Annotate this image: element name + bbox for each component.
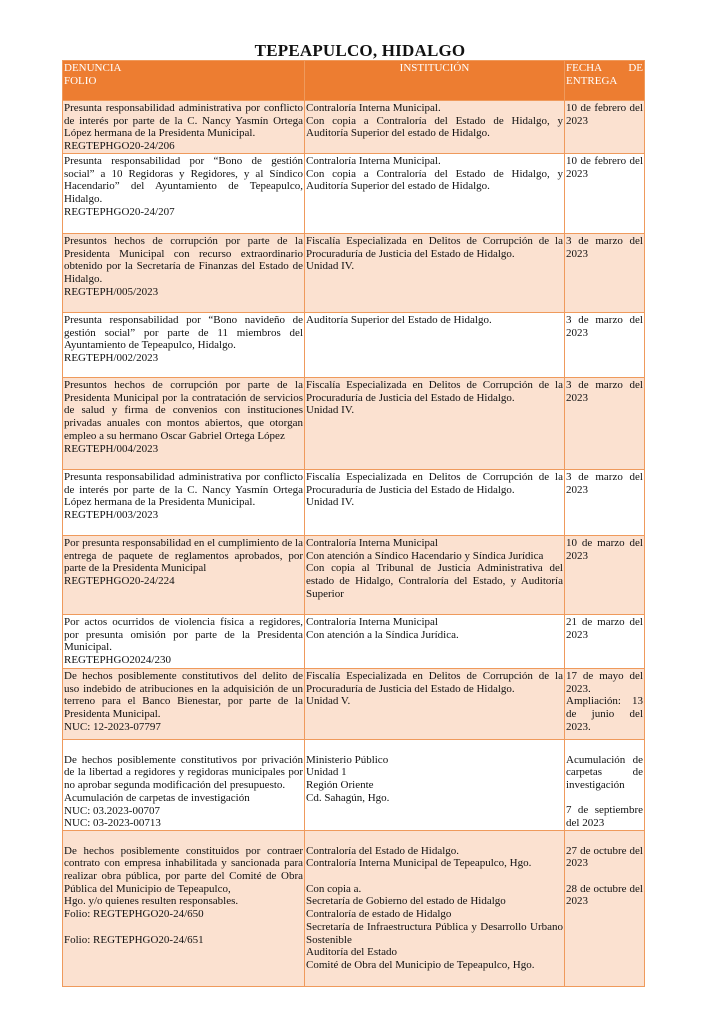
table-header-row [63,61,645,101]
denuncia-line: REGTEPH/005/2023 [64,285,159,298]
institucion-line: Con copia a Contraloría del Estado de Hidalgo, y Auditoría Superior del estado de Hidalgo. [306,114,563,140]
denuncia-line: De hechos posiblemente constituidos por contraer contrato con empresa inhabilitada y sancionada para realizar obra pública, por parte del Comité de Obra Pública del Municipio de Tepeapulco, [64,844,303,895]
table-row [63,470,645,536]
institucion-line: Contraloría Interna Municipal de Tepeapulco, Hgo. [306,857,532,870]
institucion-line: Unidad IV. [306,496,355,509]
denuncia-cell [63,740,305,831]
denuncia-line: Por actos ocurridos de violencia física a regidores, por presunta omisión por parte de la Presidenta Municipal. [64,616,303,654]
fecha-line: 27 de octubre del 2023 [566,844,643,870]
fecha-line: Acumulación de carpetas de investigación [566,753,643,792]
institucion-line [306,870,563,883]
denuncia-line: Hgo. y/o quienes resulten responsables. [64,895,239,908]
institucion-cell [305,669,565,740]
table-row [63,378,645,470]
institucion-cell [305,101,565,154]
institucion-line [306,741,563,754]
table-row [63,669,645,740]
fecha-line: 17 de mayo del 2023. [566,670,643,695]
denuncia-cell [63,313,305,378]
denuncia-line: Folio: REGTEPHGO20-24/651 [64,933,204,946]
page-title: TEPEAPULCO, HIDALGO [254,41,466,60]
fecha-cell [565,830,645,986]
denuncia-cell [63,830,305,986]
institucion-line: Contraloría Interna Municipal. [306,155,441,167]
institucion-line: Con atención a Síndico Hacendario y Síndica Jurídica [306,549,544,562]
fecha-line: 10 de febrero del 2023 [566,155,643,180]
denuncia-line: Por presunta responsabilidad en el cumplimiento de la entrega de paquete de reglamentos aprobados, por parte de la Presidenta Municipal [64,537,303,575]
institucion-line: Unidad V. [306,695,351,708]
institucion-line: Fiscalía Especializada en Delitos de Corrupción de la Procuraduría de Justicia del Estado de Hidalgo. [306,670,563,695]
institucion-cell [305,378,565,470]
denuncia-cell [63,234,305,313]
institucion-cell [305,154,565,234]
denuncia-cell [63,378,305,470]
fecha-line: 10 de marzo del 2023 [566,537,643,562]
institucion-cell [305,234,565,313]
table-row [63,313,645,378]
fecha-line: 7 de septiembre del 2023 [566,804,643,830]
denuncia-line: Presuntos hechos de corrupción por parte de la Presidenta Municipal con recurso extraordinario obtenido por la Secretaría de Finanzas del Estado de Hidalgo. [64,235,303,286]
institucion-line: Unidad 1 [306,766,347,779]
header-institucion: INSTITUCIÓN [305,61,565,101]
table-row [63,615,645,669]
institucion-line: Secretaría de Gobierno del estado de Hidalgo [306,895,506,908]
denuncia-line: Presunta responsabilidad administrativa por conflicto de interés por parte de la C. Nancy Yasmín Ortega López hermana de la Presidenta Municipal. [64,471,303,509]
denuncia-line: Acumulación de carpetas de investigación [64,791,250,804]
institucion-line: Ministerio Público [306,753,389,766]
institucion-line: Fiscalía Especializada en Delitos de Corrupción de la Procuraduría de Justicia del Estado de Hidalgo. [306,235,563,260]
denuncia-line: REGTEPH/003/2023 [64,509,159,522]
fecha-cell [565,615,645,669]
fecha-line [566,832,643,845]
header-folio-label: FOLIO [64,74,97,87]
denuncias-table [62,60,645,987]
denuncia-line: REGTEPHGO2024/230 [64,654,171,667]
denuncia-line: REGTEPHGO20-24/206 [64,140,175,153]
institucion-line: Cd. Sahagún, Hgo. [306,791,390,804]
denuncia-line: Folio: REGTEPHGO20-24/650 [64,908,204,921]
fecha-line: 3 de marzo del 2023 [566,471,643,496]
denuncia-line: REGTEPHGO20-24/224 [64,575,175,588]
denuncia-line: Presuntos hechos de corrupción por parte de la Presidenta Municipal por la contratación de servicios de salud y firma de convenios con instituciones privadas anuales con montos abiertos, que otorgan empleo a su hermano Oscar Gabriel Ortega López [64,379,303,442]
institucion-cell [305,536,565,615]
fecha-line: 28 de octubre del 2023 [566,882,643,908]
institucion-cell [305,740,565,831]
institucion-line: Contraloría Interna Municipal [306,616,438,628]
header-fecha-entrega [565,61,645,101]
denuncia-line: Presunta responsabilidad por “Bono navideño de gestión social” por parte de 11 miembros del Ayuntamiento de Tepeapulco, Hidalgo. [64,314,303,352]
institucion-line: Fiscalía Especializada en Delitos de Corrupción de la Procuraduría de Justicia del Estado de Hidalgo. [306,379,563,404]
institucion-cell [305,313,565,378]
denuncia-cell [63,536,305,615]
institucion-line: Secretaría de Infraestructura Pública y Desarrollo Urbano Sostenible [306,920,563,946]
denuncia-cell [63,101,305,154]
institucion-line: Unidad IV. [306,260,355,273]
fecha-line: 3 de marzo del 2023 [566,314,643,339]
denuncia-line: De hechos posiblemente constitutivos del delito de uso indebido de atribuciones en la adquisición de un terreno para el Banco Bienestar, por parte de la Presidenta Municipal. [64,670,303,721]
denuncia-line [64,921,303,934]
institucion-line: Contraloría Interna Municipal. [306,102,441,114]
fecha-line: 3 de marzo del 2023 [566,379,643,404]
denuncia-line: REGTEPH/002/2023 [64,352,159,365]
header-entrega-label: ENTREGA [566,74,618,87]
fecha-cell [565,470,645,536]
table-row [63,234,645,313]
denuncia-line: NUC: 03.2023-00707 [64,804,160,817]
fecha-cell [565,669,645,740]
header-de-label: DE [628,62,643,74]
header-fecha-label: FECHA [566,62,603,74]
fecha-cell [565,101,645,154]
fecha-cell [565,154,645,234]
fecha-line: 21 de marzo del 2023 [566,616,643,641]
denuncia-line: REGTEPHGO20-24/207 [64,205,175,218]
institucion-line: Región Oriente [306,779,374,792]
institucion-line: Contraloría de estado de Hidalgo [306,908,452,921]
denuncia-cell [63,615,305,669]
table-row [63,830,645,986]
fecha-cell [565,740,645,831]
institucion-line: Contraloría del Estado de Hidalgo. [306,844,460,857]
header-denuncia-label: DENUNCIA [64,62,122,74]
institucion-line: Comité de Obra del Municipio de Tepeapulco, Hgo. [306,958,535,971]
institucion-cell [305,470,565,536]
table-row [63,154,645,234]
table-row [63,101,645,154]
denuncia-cell [63,669,305,740]
institucion-line: Con copia al Tribunal de Justicia Administrativa del estado de Hidalgo, Contraloría del Estado, y Auditoría Superior [306,562,563,600]
fecha-line [566,741,643,754]
table-row [63,536,645,615]
fecha-cell [565,313,645,378]
institucion-line: Con atención a la Síndica Jurídica. [306,628,459,641]
institucion-line: Unidad IV. [306,404,355,417]
denuncia-cell [63,470,305,536]
fecha-cell [565,234,645,313]
table-row [63,740,645,831]
fecha-line: Ampliación: 13 de junio del 2023. [566,695,643,733]
denuncia-line [64,741,303,754]
denuncia-line: REGTEPH/004/2023 [64,442,159,455]
institucion-line: Con copia a. [306,882,362,895]
denuncia-line: Presunta responsabilidad por “Bono de gestión social” a 10 Regidoras y Regidores, y al Síndico Hacendario” del Ayuntamiento de Tepeapulco, Hidalgo. [64,155,303,206]
fecha-line: 10 de febrero del 2023 [566,102,643,127]
fecha-cell [565,536,645,615]
institucion-line: Auditoría del Estado [306,946,398,959]
institucion-cell [305,830,565,986]
table-body [63,101,645,987]
denuncia-cell [63,154,305,234]
fecha-line: 3 de marzo del 2023 [566,235,643,260]
institucion-line: Con copia a Contraloría del Estado de Hidalgo, y Auditoría Superior del estado de Hidalgo. [306,167,563,193]
institucion-line: Contraloría Interna Municipal [306,537,438,549]
header-denuncia-folio [63,61,305,101]
institucion-line: Fiscalía Especializada en Delitos de Corrupción de la Procuraduría de Justicia del Estado de Hidalgo. [306,471,563,496]
institucion-line: Auditoría Superior del Estado de Hidalgo. [306,314,492,326]
denuncia-line: De hechos posiblemente constitutivos por privación de la libertad a regidores y regidoras municipales por no aprobar segunda modificación del presupuesto. [64,753,303,792]
denuncia-line: NUC: 12-2023-07797 [64,720,161,733]
fecha-cell [565,378,645,470]
denuncia-line: NUC: 03-2023-00713 [64,817,161,830]
fecha-line [566,870,643,883]
institucion-line [306,832,563,845]
denuncia-line: Presunta responsabilidad administrativa por conflicto de interés por parte de la C. Nancy Yasmín Ortega López hermana de la Presidenta Municipal. [64,102,303,140]
denuncia-line [64,832,303,845]
fecha-line [566,792,643,805]
institucion-cell [305,615,565,669]
